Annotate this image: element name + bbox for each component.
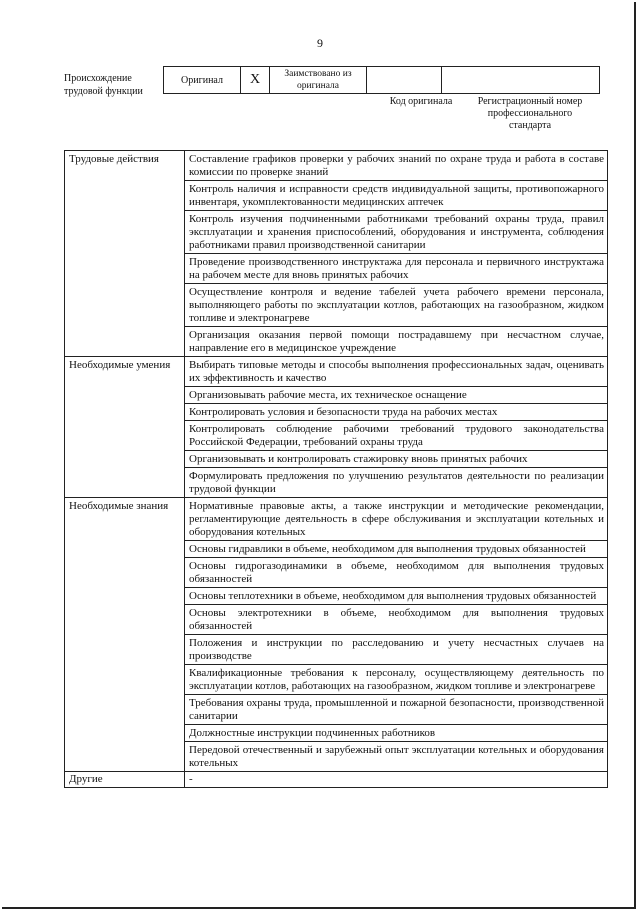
section-item: Требования охраны труда, промышленной и пожарной безопасности, производственной санитарии: [185, 695, 608, 725]
section-label-empty: [65, 211, 185, 254]
table-row: [65, 284, 608, 327]
section-item: Выбирать типовые методы и способы выполнения профессиональных задач, оценивать их эффективность и качество: [185, 357, 608, 387]
section-label-empty: [65, 635, 185, 665]
section-label-empty: [65, 254, 185, 284]
section-label-empty: [65, 665, 185, 695]
section-item: Контроль изучения подчиненными работниками требований охраны труда, правил эксплуатации и хранения приспособлений, оборудования и инструмента, соблюдения работниками правил производственной санитарии: [185, 211, 608, 254]
section-item: Нормативные правовые акты, а также инструкции и методические рекомендации, регламентирующие деятельность в сфере обслуживания и эксплуатации котельных и оборудования котельных: [185, 498, 608, 541]
section-label-empty: [65, 725, 185, 742]
section-item: Контроль наличия и исправности средств индивидуальной защиты, противопожарного инвентаря, укомплектованности медицинских аптечек: [185, 181, 608, 211]
section-label: [65, 357, 185, 387]
section-item: Составление графиков проверки у рабочих знаний по охране труда и работа в составе комиссии по проверке знаний: [185, 151, 608, 181]
table-row: [65, 605, 608, 635]
section-label-text: Необходимые знания: [69, 500, 169, 512]
section-label-empty: [65, 327, 185, 357]
section-item: Формулировать предложения по улучшению результатов деятельности по реализации трудовой функции: [185, 468, 608, 498]
table-row: [65, 387, 608, 404]
other-value: -: [185, 772, 608, 788]
section-label-empty: [65, 387, 185, 404]
table-row: [65, 558, 608, 588]
table-row: [65, 404, 608, 421]
table-row: [65, 451, 608, 468]
section-label-empty: [65, 284, 185, 327]
table-row: [65, 695, 608, 725]
origin-code-cell: [367, 67, 442, 94]
table-row: [65, 468, 608, 498]
page-number: 9: [317, 36, 323, 50]
section-label: [65, 151, 185, 181]
section-label-text: Трудовые действия: [69, 153, 159, 165]
table-row: [65, 421, 608, 451]
table-row: [65, 742, 608, 772]
section-label-empty: [65, 421, 185, 451]
labor-function-table: [64, 150, 608, 788]
table-row: [65, 211, 608, 254]
section-label-text: Необходимые умения: [69, 359, 171, 371]
origin-table: [163, 66, 600, 94]
section-label-empty: [65, 605, 185, 635]
code-caption: Код оригинала: [389, 96, 453, 107]
table-row: [65, 588, 608, 605]
section-item: Положения и инструкции по расследованию и учету несчастных случаев на производстве: [185, 635, 608, 665]
section-label-empty: [65, 468, 185, 498]
table-row: [65, 254, 608, 284]
section-item: Основы гидрогазодинамики в объеме, необходимом для выполнения трудовых обязанностей: [185, 558, 608, 588]
table-row: [65, 541, 608, 558]
section-item: Организация оказания первой помощи пострадавшему при несчастном случае, направление его в медицинское учреждение: [185, 327, 608, 357]
table-row: [65, 327, 608, 357]
section-label-empty: [65, 558, 185, 588]
section-label-empty: [65, 588, 185, 605]
table-row-other: [65, 772, 608, 788]
reg-caption: Регистрационный номер профессионального стандарта: [477, 96, 583, 131]
table-row: [65, 635, 608, 665]
section-label-empty: [65, 695, 185, 725]
section-label-empty: [65, 541, 185, 558]
origin-label: Происхождение трудовой функции: [64, 73, 143, 97]
other-label: Другие: [65, 772, 185, 788]
section-label-empty: [65, 742, 185, 772]
section-item: Основы теплотехники в объеме, необходимом для выполнения трудовых обязанностей: [185, 588, 608, 605]
section-item: Организовывать рабочие места, их техническое оснащение: [185, 387, 608, 404]
section-label-empty: [65, 181, 185, 211]
table-row: [65, 357, 608, 387]
table-row: [65, 665, 608, 695]
table-row: [65, 181, 608, 211]
section-item: Контролировать соблюдение рабочими требований трудового законодательства Российской Федерации, требований охраны труда: [185, 421, 608, 451]
origin-borrowed-cell: Заимствовано из оригинала: [270, 67, 367, 94]
origin-original-cell: Оригинал: [164, 67, 241, 94]
section-item: Основы гидравлики в объеме, необходимом для выполнения трудовых обязанностей: [185, 541, 608, 558]
table-row: [65, 151, 608, 181]
origin-mark-cell: X: [241, 67, 270, 94]
section-item: Основы электротехники в объеме, необходимом для выполнения трудовых обязанностей: [185, 605, 608, 635]
section-item: Должностные инструкции подчиненных работников: [185, 725, 608, 742]
section-item: Проведение производственного инструктажа для персонала и первичного инструктажа на рабочем месте для вновь принятых рабочих: [185, 254, 608, 284]
section-item: Осуществление контроля и ведение табелей учета рабочего времени персонала, выполняющего работы по эксплуатации котлов, работающих на газообразном, жидком топливе и электронагреве: [185, 284, 608, 327]
section-item: Квалификационные требования к персоналу, осуществляющему деятельность по эксплуатации котлов, работающих на газообразном, жидком топливе и электронагреве: [185, 665, 608, 695]
section-label-empty: [65, 451, 185, 468]
table-row: [65, 725, 608, 742]
section-label-empty: [65, 404, 185, 421]
section-label: [65, 498, 185, 541]
table-row: [65, 498, 608, 541]
origin-reg-cell: [442, 67, 600, 94]
section-item: Организовывать и контролировать стажировку вновь принятых рабочих: [185, 451, 608, 468]
section-item: Передовой отечественный и зарубежный опыт эксплуатации котельных и оборудования котельных: [185, 742, 608, 772]
section-item: Контролировать условия и безопасности труда на рабочих местах: [185, 404, 608, 421]
